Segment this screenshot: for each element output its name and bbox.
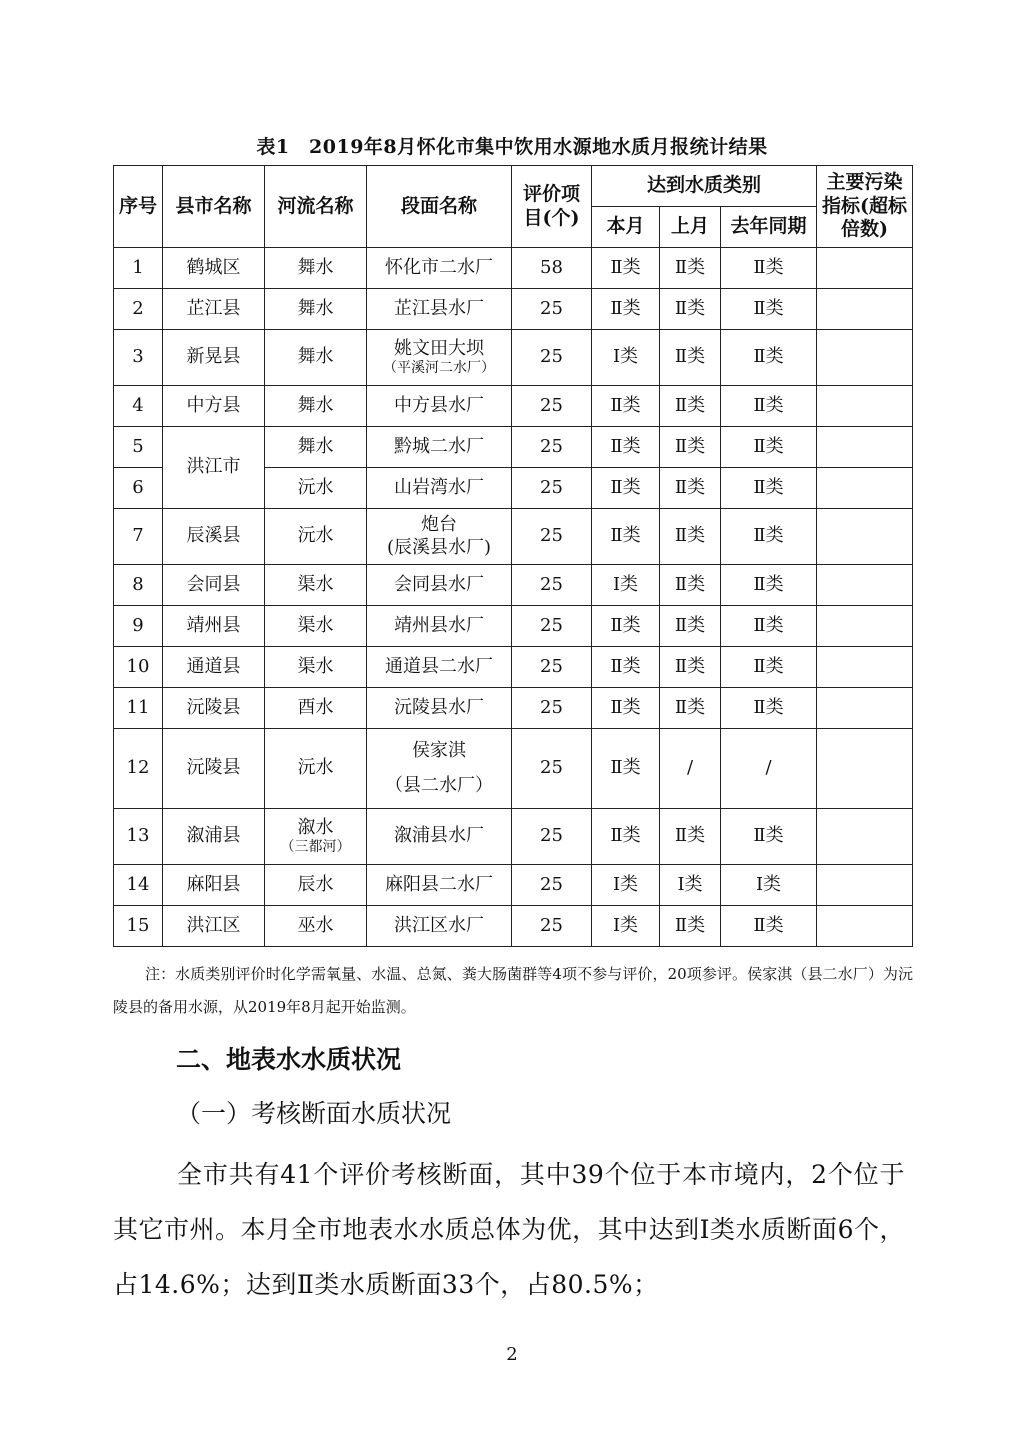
section-name: 姚文田大坝 — [394, 337, 484, 359]
seq-cell: 8 — [114, 565, 163, 606]
river-cell: 辰水 — [265, 865, 367, 906]
items-cell: 58 — [512, 248, 592, 289]
pollutant-cell — [817, 386, 913, 427]
county-cell: 辰溪县 — [163, 509, 265, 565]
section-cell — [367, 330, 512, 386]
river-cell: 沅水 — [265, 468, 367, 509]
last-month-cell: Ⅱ类 — [660, 248, 721, 289]
seq-cell: 13 — [114, 809, 163, 865]
this-month-cell: Ⅱ类 — [592, 289, 660, 330]
pollutant-cell — [817, 468, 913, 509]
this-month-cell: Ⅱ类 — [592, 606, 660, 647]
last-month-cell: Ⅱ类 — [660, 809, 721, 865]
items-cell: 25 — [512, 688, 592, 729]
pollutant-cell — [817, 906, 913, 947]
county-cell: 沅陵县 — [163, 688, 265, 729]
county-cell: 新晃县 — [163, 330, 265, 386]
items-cell: 25 — [512, 386, 592, 427]
this-month-cell: Ⅱ类 — [592, 427, 660, 468]
this-month-cell: Ⅱ类 — [592, 647, 660, 688]
section-name: 炮台 — [421, 514, 457, 535]
this-month-cell: Ⅰ类 — [592, 865, 660, 906]
last-year-cell: Ⅱ类 — [721, 565, 817, 606]
pollutant-cell — [817, 509, 913, 565]
pollutant-cell — [817, 688, 913, 729]
items-cell: 25 — [512, 468, 592, 509]
seq-cell: 11 — [114, 688, 163, 729]
this-month-cell: Ⅱ类 — [592, 468, 660, 509]
body-paragraph: 全市共有41个评价考核断面，其中39个位于本市境内，2个位于其它市州。本月全市地表水水质总体为优，其中达到Ⅰ类水质断面6个，占14.6%；达到Ⅱ类水质断面33个，占80.5%； — [113, 1160, 905, 1299]
table-row — [114, 565, 913, 606]
county-cell: 沅陵县 — [163, 729, 265, 809]
last-month-cell: Ⅱ类 — [660, 688, 721, 729]
river-name: 溆水 — [297, 816, 334, 838]
river-cell: 沅水 — [265, 729, 367, 809]
this-month-cell: Ⅱ类 — [592, 386, 660, 427]
pollutant-cell — [817, 606, 913, 647]
river-cell: 舞水 — [265, 427, 367, 468]
section-cell: 会同县水厂 — [367, 565, 512, 606]
last-month-cell: Ⅱ类 — [660, 906, 721, 947]
water-quality-table — [113, 165, 913, 947]
items-cell: 25 — [512, 865, 592, 906]
pollutant-cell — [817, 809, 913, 865]
last-month-cell: Ⅱ类 — [660, 330, 721, 386]
county-cell: 洪江区 — [163, 906, 265, 947]
section-line2: （县二水厂） — [385, 774, 493, 796]
table-row — [114, 427, 913, 468]
table-row — [114, 330, 913, 386]
last-year-cell: / — [721, 729, 817, 809]
last-year-cell: Ⅱ类 — [721, 330, 817, 386]
seq-cell: 15 — [114, 906, 163, 947]
seq-cell: 9 — [114, 606, 163, 647]
last-month-cell: Ⅱ类 — [660, 427, 721, 468]
county-cell: 洪江市 — [163, 427, 265, 509]
pollutant-cell — [817, 729, 913, 809]
this-month-cell: Ⅰ类 — [592, 565, 660, 606]
table-row — [114, 729, 913, 809]
river-subtitle: （三都河） — [280, 839, 351, 855]
river-cell — [265, 809, 367, 865]
section-cell: 黔城二水厂 — [367, 427, 512, 468]
last-month-cell: Ⅱ类 — [660, 289, 721, 330]
header-county: 县市名称 — [163, 166, 265, 248]
last-year-cell: Ⅰ类 — [721, 865, 817, 906]
items-cell: 25 — [512, 729, 592, 809]
pollutant-cell — [817, 330, 913, 386]
seq-cell: 10 — [114, 647, 163, 688]
last-month-cell: Ⅱ类 — [660, 386, 721, 427]
river-cell: 舞水 — [265, 386, 367, 427]
last-year-cell: Ⅱ类 — [721, 606, 817, 647]
this-month-cell: Ⅱ类 — [592, 688, 660, 729]
seq-cell: 7 — [114, 509, 163, 565]
this-month-cell: Ⅰ类 — [592, 330, 660, 386]
county-cell: 中方县 — [163, 386, 265, 427]
table-row — [114, 606, 913, 647]
section-cell — [367, 509, 512, 565]
section-cell: 靖州县水厂 — [367, 606, 512, 647]
items-cell: 25 — [512, 906, 592, 947]
section-cell: 芷江县水厂 — [367, 289, 512, 330]
items-cell: 25 — [512, 330, 592, 386]
river-cell: 舞水 — [265, 289, 367, 330]
county-cell: 会同县 — [163, 565, 265, 606]
county-cell: 溆浦县 — [163, 809, 265, 865]
items-cell: 25 — [512, 565, 592, 606]
last-month-cell: Ⅱ类 — [660, 468, 721, 509]
seq-cell: 1 — [114, 248, 163, 289]
this-month-cell: Ⅰ类 — [592, 906, 660, 947]
last-month-cell: Ⅱ类 — [660, 647, 721, 688]
page-number: 2 — [506, 1344, 518, 1365]
header-items: 评价项目(个) — [512, 166, 592, 248]
seq-cell: 4 — [114, 386, 163, 427]
last-year-cell: Ⅱ类 — [721, 427, 817, 468]
table-row — [114, 289, 913, 330]
pollutant-cell — [817, 427, 913, 468]
last-year-cell: Ⅱ类 — [721, 248, 817, 289]
this-month-cell: Ⅱ类 — [592, 809, 660, 865]
header-section: 段面名称 — [367, 166, 512, 248]
header-quality-group: 达到水质类别 — [592, 166, 817, 207]
pollutant-cell — [817, 647, 913, 688]
section-cell: 怀化市二水厂 — [367, 248, 512, 289]
table-row — [114, 809, 913, 865]
items-cell: 25 — [512, 647, 592, 688]
section-subtitle: （平溪河二水厂） — [383, 360, 495, 376]
county-cell: 芷江县 — [163, 289, 265, 330]
seq-cell: 14 — [114, 865, 163, 906]
county-cell: 鹤城区 — [163, 248, 265, 289]
last-year-cell: Ⅱ类 — [721, 809, 817, 865]
river-cell: 巫水 — [265, 906, 367, 947]
seq-cell: 6 — [114, 468, 163, 509]
last-month-cell: Ⅱ类 — [660, 606, 721, 647]
section-name: 侯家淇 — [412, 740, 466, 762]
section-cell: 溆浦县水厂 — [367, 809, 512, 865]
seq-cell: 3 — [114, 330, 163, 386]
last-month-cell: Ⅰ类 — [660, 865, 721, 906]
this-month-cell: Ⅱ类 — [592, 248, 660, 289]
this-month-cell: Ⅱ类 — [592, 509, 660, 565]
pollutant-cell — [817, 565, 913, 606]
items-cell: 25 — [512, 606, 592, 647]
river-cell: 舞水 — [265, 330, 367, 386]
header-seq: 序号 — [114, 166, 163, 248]
table-row — [114, 386, 913, 427]
county-cell: 靖州县 — [163, 606, 265, 647]
last-year-cell: Ⅱ类 — [721, 468, 817, 509]
table-row — [114, 865, 913, 906]
table-row — [114, 647, 913, 688]
last-month-cell: Ⅱ类 — [660, 565, 721, 606]
seq-cell: 12 — [114, 729, 163, 809]
section-cell: 沅陵县水厂 — [367, 688, 512, 729]
county-cell: 麻阳县 — [163, 865, 265, 906]
pollutant-cell — [817, 289, 913, 330]
table-row — [114, 509, 913, 565]
last-year-cell: Ⅱ类 — [721, 647, 817, 688]
river-cell: 渠水 — [265, 647, 367, 688]
table-row — [114, 688, 913, 729]
river-cell: 沅水 — [265, 509, 367, 565]
section-cell: 山岩湾水厂 — [367, 468, 512, 509]
header-last-year: 去年同期 — [721, 207, 817, 248]
section-line2: (辰溪县水厂) — [386, 536, 492, 558]
river-cell: 渠水 — [265, 565, 367, 606]
table-row — [114, 906, 913, 947]
items-cell: 25 — [512, 289, 592, 330]
table-row — [114, 248, 913, 289]
river-cell: 渠水 — [265, 606, 367, 647]
section-cell: 麻阳县二水厂 — [367, 865, 512, 906]
last-year-cell: Ⅱ类 — [721, 906, 817, 947]
last-year-cell: Ⅱ类 — [721, 386, 817, 427]
table-note: 注：水质类别评价时化学需氧量、水温、总氮、粪大肠菌群等4项不参与评价，20项参评。侯家淇（县二水厂）为沅陵县的备用水源，从2019年8月起开始监测。 — [113, 965, 913, 1016]
subsection-heading: （一）考核断面水质状况 — [176, 1099, 452, 1128]
section-cell: 中方县水厂 — [367, 386, 512, 427]
section-cell: 洪江区水厂 — [367, 906, 512, 947]
items-cell: 25 — [512, 427, 592, 468]
table-caption: 表1 2019年8月怀化市集中饮用水源地水质月报统计结果 — [256, 136, 768, 158]
section-cell — [367, 729, 512, 809]
river-cell: 酉水 — [265, 688, 367, 729]
section-cell: 通道县二水厂 — [367, 647, 512, 688]
last-year-cell: Ⅱ类 — [721, 688, 817, 729]
last-month-cell: Ⅱ类 — [660, 509, 721, 565]
header-river: 河流名称 — [265, 166, 367, 248]
this-month-cell: Ⅱ类 — [592, 729, 660, 809]
section-heading: 二、地表水水质状况 — [176, 1045, 402, 1074]
river-cell: 舞水 — [265, 248, 367, 289]
seq-cell: 5 — [114, 427, 163, 468]
last-year-cell: Ⅱ类 — [721, 289, 817, 330]
seq-cell: 2 — [114, 289, 163, 330]
items-cell: 25 — [512, 809, 592, 865]
items-cell: 25 — [512, 509, 592, 565]
county-cell: 通道县 — [163, 647, 265, 688]
last-year-cell: Ⅱ类 — [721, 509, 817, 565]
header-this-month: 本月 — [592, 207, 660, 248]
header-last-month: 上月 — [660, 207, 721, 248]
pollutant-cell — [817, 248, 913, 289]
pollutant-cell — [817, 865, 913, 906]
header-pollutant: 主要污染指标(超标倍数) — [817, 166, 913, 248]
last-month-cell: / — [660, 729, 721, 809]
